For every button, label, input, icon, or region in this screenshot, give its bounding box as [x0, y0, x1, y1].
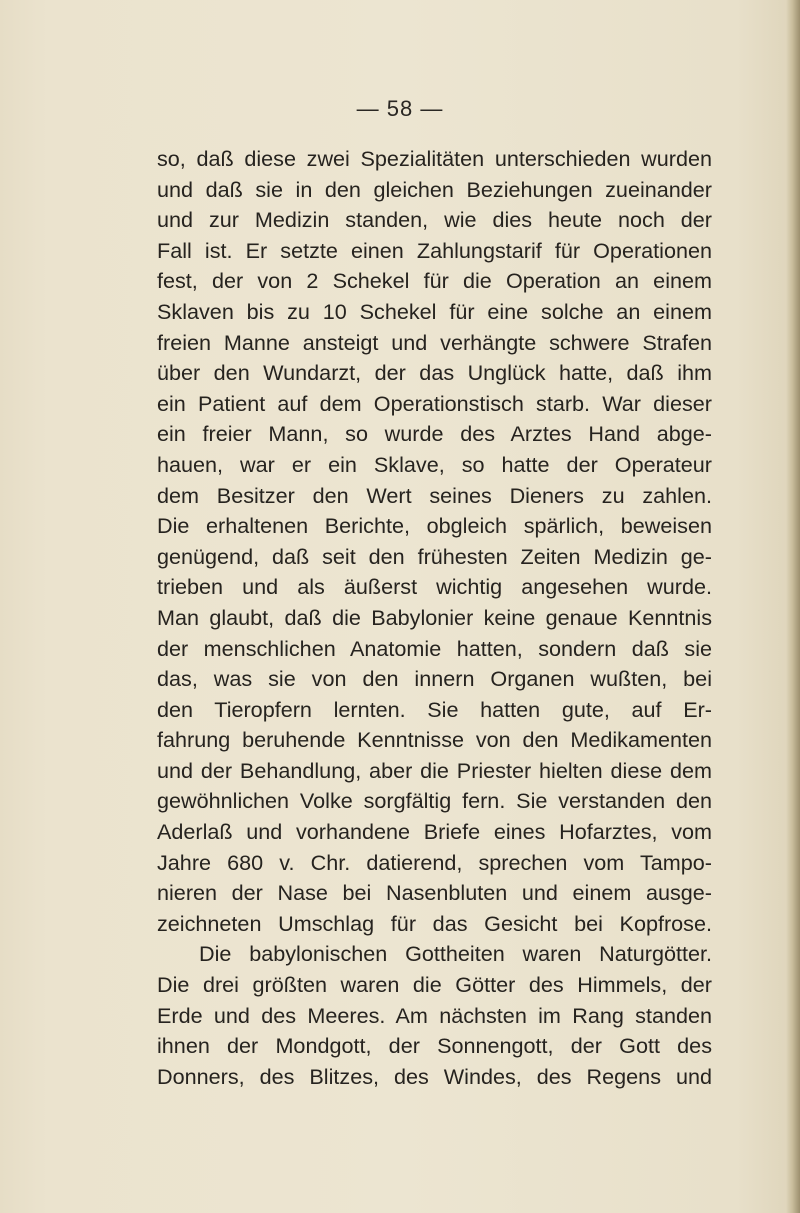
text-line: Sklaven bis zu 10 Schekel für eine solche an einem: [157, 298, 712, 324]
text-line: Donners, des Blitzes, des Windes, des Regens und: [157, 1063, 712, 1089]
text-line: und zur Medizin standen, wie dies heute noch der: [157, 207, 712, 233]
text-line: Die babylonischen Gottheiten waren Naturgötter.: [199, 941, 712, 967]
text-line: freien Manne ansteigt und verhängte schwere Strafen: [157, 329, 712, 355]
text-line: ein freier Mann, so wurde des Arztes Hand abge-: [157, 421, 712, 447]
text-line: ihnen der Mondgott, der Sonnengott, der Gott des: [157, 1033, 712, 1059]
text-line: den Tieropfern lernten. Sie hatten gute, auf Er-: [157, 696, 712, 722]
text-line: gewöhnlichen Volke sorgfältig fern. Sie verstanden den: [157, 788, 712, 814]
text-line: der menschlichen Anatomie hatten, sondern daß sie: [157, 635, 712, 661]
text-line: zeichneten Umschlag für das Gesicht bei Kopfrose.: [157, 910, 712, 936]
page-number: — 58 —: [356, 96, 444, 121]
text-line: hauen, war er ein Sklave, so hatte der Operateur: [157, 451, 712, 477]
text-line: dem Besitzer den Wert seines Dieners zu zahlen.: [157, 482, 712, 508]
text-line: genügend, daß seit den frühesten Zeiten Medizin ge-: [157, 543, 712, 569]
text-line: Aderlaß und vorhandene Briefe eines Hofarztes, vom: [157, 819, 712, 845]
text-line: nieren der Nase bei Nasenbluten und einem ausge-: [157, 880, 712, 906]
text-line: und der Behandlung, aber die Priester hielten diese dem: [157, 757, 712, 783]
text-line: das, was sie von den innern Organen wußten, bei: [157, 666, 712, 692]
text-line: Erde und des Meeres. Am nächsten im Rang standen: [157, 1002, 712, 1028]
text-line: über den Wundarzt, der das Unglück hatte, daß ihm: [157, 360, 712, 386]
text-line: ein Patient auf dem Operationstisch starb. War dieser: [157, 390, 712, 416]
text-line: Fall ist. Er setzte einen Zahlungstarif für Operationen: [157, 237, 712, 263]
text-line: fahrung beruhende Kenntnisse von den Medikamenten: [157, 727, 712, 753]
body-text: [157, 144, 712, 1092]
text-line: Jahre 680 v. Chr. datierend, sprechen vom Tampo-: [157, 849, 712, 875]
text-line: fest, der von 2 Schekel für die Operation an einem: [157, 268, 712, 294]
text-line: Die erhaltenen Berichte, obgleich spärlich, beweisen: [157, 513, 712, 539]
text-line: so, daß diese zwei Spezialitäten unterschieden wurden: [157, 146, 712, 171]
text-line: Man glaubt, daß die Babylonier keine genaue Kenntnis: [157, 604, 712, 630]
page-edge-shadow: [786, 0, 800, 1213]
text-line: Die drei größten waren die Götter des Himmels, der: [157, 972, 712, 998]
text-line: und daß sie in den gleichen Beziehungen zueinander: [157, 176, 712, 202]
text-line: trieben und als äußerst wichtig angesehen wurde.: [157, 574, 712, 600]
